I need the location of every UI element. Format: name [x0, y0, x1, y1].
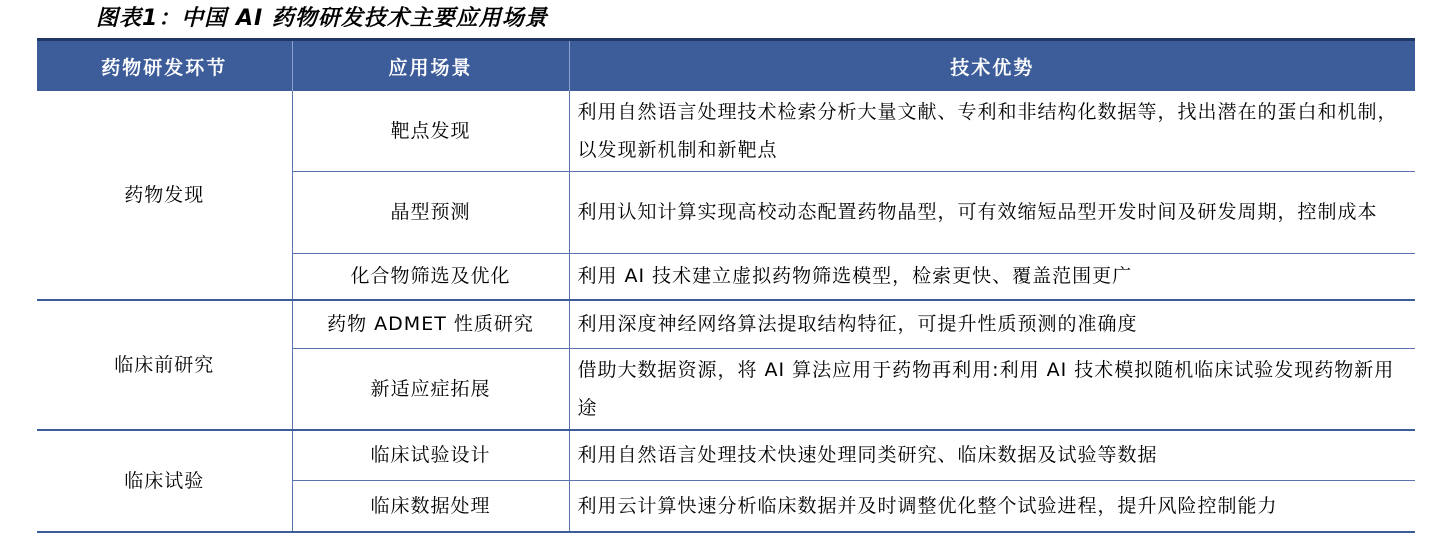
stage-cell: 药物发现 [37, 91, 292, 300]
table-row [37, 91, 1415, 171]
advantage-cell: 利用深度神经网络算法提取结构特征，可提升性质预测的准确度 [569, 300, 1415, 348]
stage-cell: 临床前研究 [37, 300, 292, 430]
header-scenario: 应用场景 [292, 40, 569, 92]
scenario-cell: 新适应症拓展 [292, 348, 569, 430]
scenario-cell: 药物 ADMET 性质研究 [292, 300, 569, 348]
advantage-cell: 借助大数据资源，将 AI 算法应用于药物再利用:利用 AI 技术模拟随机临床试验发现药物新用途 [569, 348, 1415, 430]
header-stage: 药物研发环节 [37, 40, 292, 92]
figure-title: 图表1：中国 AI 药物研发技术主要应用场景 [96, 6, 548, 31]
advantage-cell: 利用自然语言处理技术快速处理同类研究、临床数据及试验等数据 [569, 430, 1415, 480]
advantage-cell: 利用自然语言处理技术检索分析大量文献、专利和非结构化数据等，找出潜在的蛋白和机制，以发现新机制和新靶点 [569, 91, 1415, 171]
table-row [37, 430, 1415, 480]
advantage-cell: 利用认知计算实现高校动态配置药物晶型，可有效缩短品型开发时间及研发周期，控制成本 [569, 171, 1415, 253]
scenario-cell: 靶点发现 [292, 91, 569, 171]
advantage-cell: 利用云计算快速分析临床数据并及时调整优化整个试验进程，提升风险控制能力 [569, 480, 1415, 532]
stage-cell: 临床试验 [37, 430, 292, 532]
scenario-cell: 晶型预测 [292, 171, 569, 253]
scenario-cell: 临床试验设计 [292, 430, 569, 480]
application-scenarios-table [37, 38, 1415, 533]
scenario-cell: 临床数据处理 [292, 480, 569, 532]
advantage-cell: 利用 AI 技术建立虚拟药物筛选模型，检索更快、覆盖范围更广 [569, 253, 1415, 300]
header-row [37, 40, 1415, 92]
table-row [37, 300, 1415, 348]
scenario-cell: 化合物筛选及优化 [292, 253, 569, 300]
header-advantage: 技术优势 [569, 40, 1415, 92]
